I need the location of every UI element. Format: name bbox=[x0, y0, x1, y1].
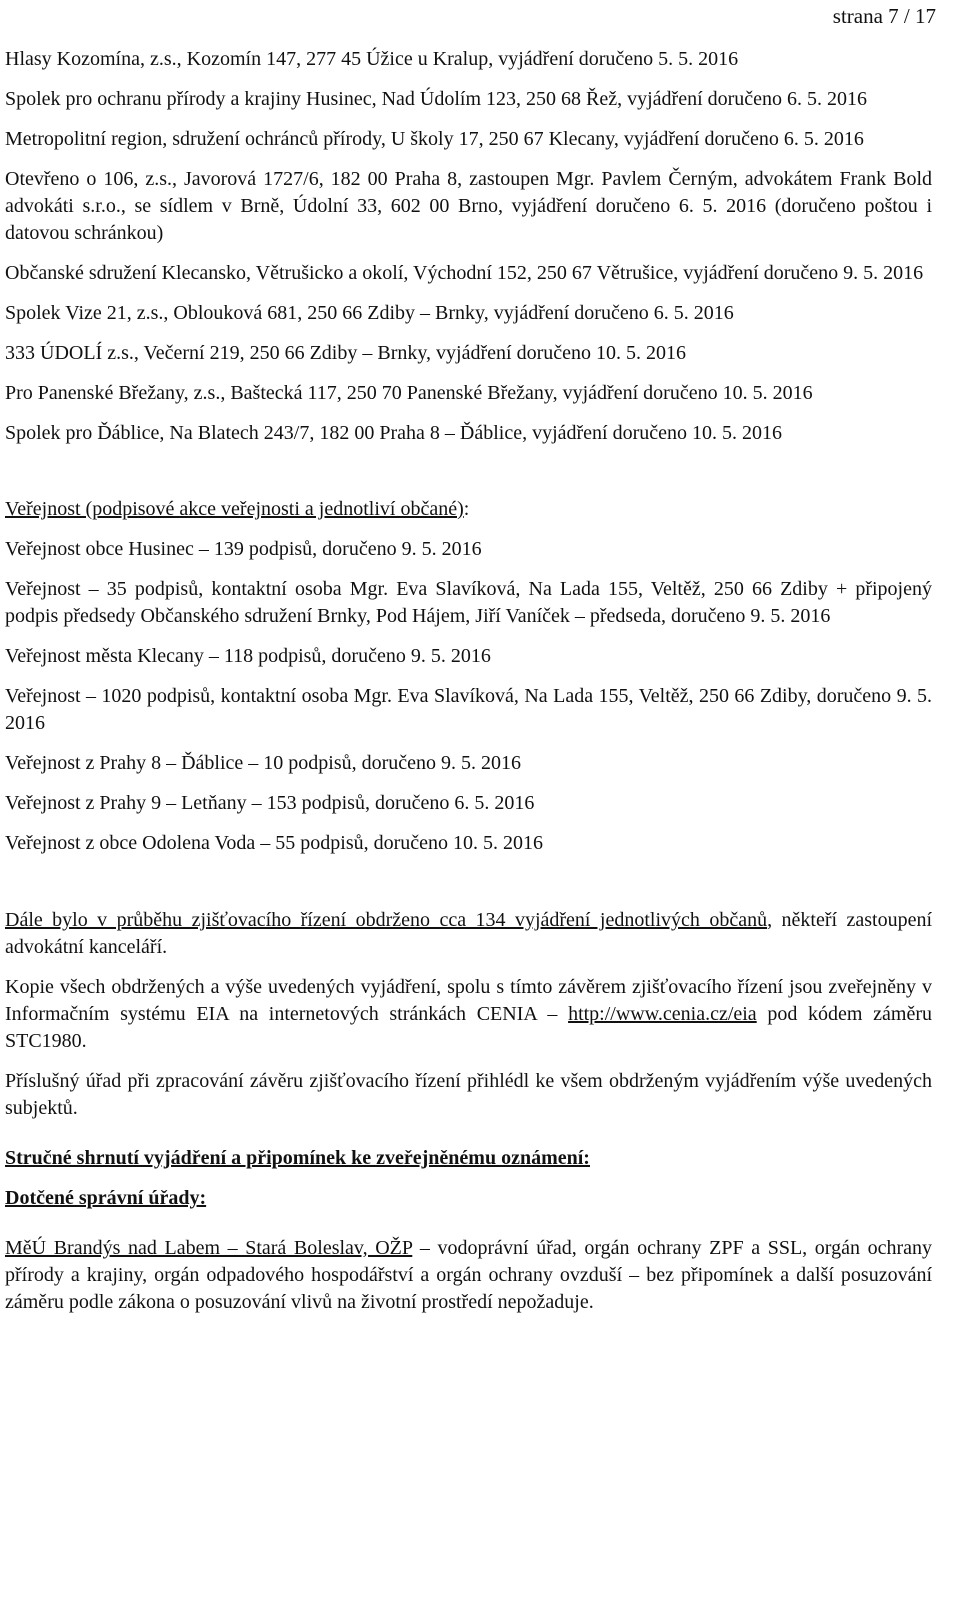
organization-entry: 333 ÚDOLÍ z.s., Večerní 219, 250 66 Zdiby – Brnky, vyjádření doručeno 10. 5. 2016 bbox=[5, 342, 686, 364]
authority-note: Příslušný úřad při zpracování závěru zjišťovacího řízení přihlédl ke všem obdrženým vyjádřením výše uvedených subjektů. bbox=[5, 1070, 932, 1119]
public-entry: Veřejnost obce Husinec – 139 podpisů, doručeno 9. 5. 2016 bbox=[5, 538, 482, 560]
copies-paragraph bbox=[5, 974, 932, 1055]
public-entry: Veřejnost – 1020 podpisů, kontaktní osoba Mgr. Eva Slavíková, Na Lada 155, Veltěž, 250 66 Zdiby, doručeno 9. 5. 2016 bbox=[5, 685, 932, 734]
organization-entry: Spolek Vize 21, z.s., Oblouková 681, 250 66 Zdiby – Brnky, vyjádření doručeno 6. 5. 2016 bbox=[5, 302, 734, 324]
summary-heading: Stručné shrnutí vyjádření a připomínek ke zveřejněnému oznámení: bbox=[5, 1147, 590, 1169]
meu-name: MěÚ Brandýs nad Labem – Stará Boleslav, OŽP bbox=[5, 1237, 413, 1259]
further-statements-underlined: Dále bylo v průběhu zjišťovacího řízení obdrženo cca 134 vyjádření jednotlivých občanů bbox=[5, 909, 768, 931]
organization-entry: Spolek pro Ďáblice, Na Blatech 243/7, 182 00 Praha 8 – Ďáblice, vyjádření doručeno 10. 5. 2016 bbox=[5, 422, 783, 444]
public-entry: Veřejnost z Prahy 8 – Ďáblice – 10 podpisů, doručeno 9. 5. 2016 bbox=[5, 752, 522, 774]
public-entry: Veřejnost z obce Odolena Voda – 55 podpisů, doručeno 10. 5. 2016 bbox=[5, 832, 544, 854]
public-entry: Veřejnost – 35 podpisů, kontaktní osoba Mgr. Eva Slavíková, Na Lada 155, Veltěž, 250 66 Zdiby + připojený podpis předsedy Občanského sdružení Brnky, Pod Hájem, Jiří Vaníček – předseda, doručeno 9. 5. 2016 bbox=[5, 578, 932, 627]
organization-entry: Spolek pro ochranu přírody a krajiny Husinec, Nad Údolím 123, 250 68 Řež, vyjádření doručeno 6. 5. 2016 bbox=[5, 88, 868, 110]
further-statements-rest: , někteří zastoupení advokátní kanceláří. bbox=[5, 909, 932, 958]
public-heading bbox=[5, 496, 932, 523]
organization-entry: Hlasy Kozomína, z.s., Kozomín 147, 277 45 Úžice u Kralup, vyjádření doručeno 5. 5. 2016 bbox=[5, 48, 739, 70]
page-number: strana 7 / 17 bbox=[832, 4, 936, 28]
cenia-link[interactable]: http://www.cenia.cz/eia bbox=[568, 1003, 757, 1025]
public-entry: Veřejnost z Prahy 9 – Letňany – 153 podpisů, doručeno 6. 5. 2016 bbox=[5, 792, 535, 814]
public-heading-text: Veřejnost (podpisové akce veřejnosti a jednotliví občané) bbox=[5, 498, 464, 520]
further-statements bbox=[5, 907, 932, 961]
public-heading-suffix: : bbox=[463, 498, 470, 520]
organization-entry: Pro Panenské Břežany, z.s., Baštecká 117, 250 70 Panenské Břežany, vyjádření doručeno 10. 5. 2016 bbox=[5, 382, 813, 404]
copies-code-text: pod kódem záměru STC1980. bbox=[5, 1003, 932, 1052]
organization-entry: Otevřeno o 106, z.s., Javorová 1727/6, 182 00 Praha 8, zastoupen Mgr. Pavlem Černým, advokátem Frank Bold advokáti s.r.o., se sídlem v Brně, Údolní 33, 602 00 Brno, vyjádření doručeno 6. 5. 2016 (doručeno poštou i datovou schránkou) bbox=[5, 168, 932, 244]
public-entry: Veřejnost města Klecany – 118 podpisů, doručeno 9. 5. 2016 bbox=[5, 645, 491, 667]
copies-text: Kopie všech obdržených a výše uvedených vyjádření, spolu s tímto závěrem zjišťovacího řízení jsou zveřejněny v Informačním systému EIA na internetových stránkách CENIA – bbox=[5, 976, 932, 1025]
offices-heading: Dotčené správní úřady: bbox=[5, 1187, 207, 1209]
meu-text: – vodoprávní úřad, orgán ochrany ZPF a SSL, orgán ochrany přírody a krajiny, orgán odpadového hospodářství a orgán ochrany ovzduší – bez připomínek a další posuzování záměru podle zákona o posuzování vlivů na životní prostředí nepožaduje. bbox=[5, 1237, 932, 1313]
meu-statement bbox=[5, 1235, 932, 1316]
document-page bbox=[5, 0, 932, 1316]
organization-entry: Občanské sdružení Klecansko, Větrušicko a okolí, Východní 152, 250 67 Větrušice, vyjádření doručeno 9. 5. 2016 bbox=[5, 262, 924, 284]
organization-entry: Metropolitní region, sdružení ochránců přírody, U školy 17, 250 67 Klecany, vyjádření doručeno 6. 5. 2016 bbox=[5, 128, 864, 150]
